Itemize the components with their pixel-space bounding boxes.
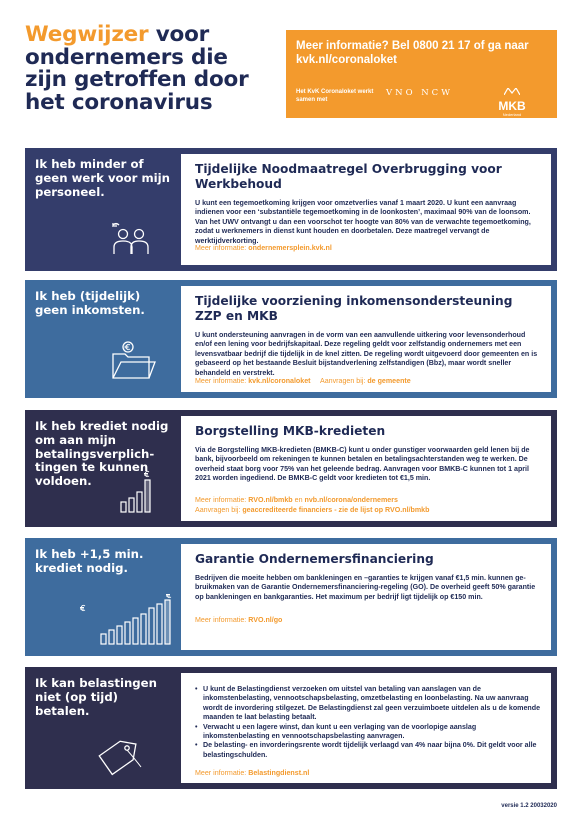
list-item: • De belasting- en invorderingsrente wordt tijdelijk verlaagd van 4% naar bijna 0%. Dit geldt voor alle belastingschulden. xyxy=(195,741,541,760)
apply-link[interactable]: geaccrediteerde financiers - zie de lijst op RVO.nl/bmkb xyxy=(242,506,430,514)
section-question xyxy=(25,410,181,527)
section-bmkb xyxy=(25,410,557,527)
page-title-rest: voor ondernemers die zijn getroffen door het coronavirus xyxy=(25,22,249,115)
section-content xyxy=(181,667,557,789)
section-question xyxy=(25,538,181,656)
section-question-text: Ik heb (tijdelijk) geen inkomsten. xyxy=(35,289,145,317)
partner-text: Het KvK Coronaloket werkt samen met xyxy=(296,89,374,103)
section-question-text: Ik heb +1,5 min. krediet nodig. xyxy=(35,547,144,575)
section-content xyxy=(181,280,557,398)
section-body: Bedrijven die moeite hebben om bankleningen en –garanties te krijgen vanaf €1,5 min. kunnen ge-bruikmaken van de Garantie Ondernemersfinanciering-regeling (GO). De overheid geeft 50% garantie op bankleningen en bankgaranties. Het maximum per bedrijf ligt tijdelijk op €150 min. xyxy=(195,574,536,601)
apply-label: Aanvragen bij: xyxy=(195,506,241,514)
more-info xyxy=(195,496,398,505)
apply-info xyxy=(195,506,429,515)
more-info-label: Meer informatie: xyxy=(195,377,247,385)
mkb-logo xyxy=(492,82,532,118)
section-body: U kunt een tegemoetkoming krijgen voor omzetverlies vanaf 1 maart 2020. U kunt een aanvraag indienen voor een ‘substantiële tegemoetkoming in de loonkosten’, maximaal 90% van de loonsom. Van het UWV ontvangt u dan een voorschot ter hoogte van 80% van de verwachte tegemoetkoming, zodat u werknemers in dienst kunt houden en doorbetalen. Deze maatregel vervangt de werktijdverkorting. xyxy=(195,199,531,245)
section-title: Tijdelijke voorziening inkomensondersteuning ZZP en MKB xyxy=(195,294,513,323)
more-info-link[interactable]: kvk.nl/coronaloket xyxy=(248,377,311,385)
more-info xyxy=(195,244,332,253)
section-body: Via de Borgstelling MKB-kredieten (BMKB-C) kunt u onder gunstiger voorwaarden geld lenen bij de bank, bijvoorbeeld om rekeningen te kunnen betalen en betalingsachterstanden weg te werken. De overheid staat borg voor 75% van het geleende bedrag. Aanvragen voor BMKB-C kunnen tot 1 april 2021 worden ingediend. De BMKB-C geldt voor kredieten tot €1,5 min. xyxy=(195,446,530,483)
section-title: Borgstelling MKB-kredieten xyxy=(195,424,386,438)
mkb-logo-sub: Nederland xyxy=(502,112,522,117)
version-label: versie 1.2 20032020 xyxy=(501,803,557,809)
more-info-label: Meer informatie: xyxy=(195,244,247,252)
section-content xyxy=(181,148,557,271)
list-item: • Verwacht u een lagere winst, dan kunt u een verlaging van de voorlopige aanslag inkomstenbelasting en vennootschapsbelasting aanvragen. xyxy=(195,723,541,742)
section-question xyxy=(25,280,181,398)
more-info xyxy=(195,616,282,625)
page-title-accent: Wegwijzer xyxy=(25,22,149,47)
more-info-link[interactable]: Belastingdienst.nl xyxy=(248,769,310,777)
people-euro-icon xyxy=(109,220,153,258)
bar-chart-euro-icon xyxy=(79,594,175,646)
section-inkomensondersteuning xyxy=(25,280,557,398)
more-info-label: Meer informatie: xyxy=(195,616,247,624)
section-body xyxy=(195,685,541,760)
section-question-text: Ik kan belastingen niet (op tijd) betalen. xyxy=(35,676,157,718)
bullet-list xyxy=(195,685,541,760)
more-info xyxy=(195,769,309,778)
more-info-link-2[interactable]: nvb.nl/corona/ondernemers xyxy=(304,496,398,504)
more-info-link[interactable]: RVO.nl/bmkb xyxy=(248,496,293,504)
more-info-link[interactable]: ondernemersplein.kvk.nl xyxy=(248,244,332,252)
apply-label: Aanvragen bij: xyxy=(320,377,366,385)
more-info-link[interactable]: RVO.nl/go xyxy=(248,616,283,624)
section-question-text: Ik heb minder of geen werk voor mijn personeel. xyxy=(35,157,170,199)
more-info-and: en xyxy=(294,496,303,504)
section-garantie xyxy=(25,538,557,656)
price-tag-icon xyxy=(95,737,145,779)
apply-link[interactable]: de gemeente xyxy=(367,377,411,385)
section-title: Tijdelijke Noodmaatregel Overbrugging voor Werkbehoud xyxy=(195,162,502,191)
more-info-label: Meer informatie: xyxy=(195,496,247,504)
mkb-logo-mark-icon xyxy=(504,88,520,95)
section-title: Garantie Ondernemersfinanciering xyxy=(195,552,434,566)
section-body: U kunt ondersteuning aanvragen in de vorm van een aanvullende uitkering voor levensonderhoud en/of een lening voor bedrijfskapitaal. Deze regeling geldt voor zelfstandig ondernemers met een levensvatbaar bedrijf die tijdelijk in de knel zitten. De regeling wordt uitgevoerd door gemeenten en is gebaseerd op het bestaande Besluit bijstandverlening zelfstandigen (Bbz), maar wordt sneller behandeld en verstrekt. xyxy=(195,331,538,377)
section-question xyxy=(25,148,181,271)
section-content xyxy=(181,410,557,527)
section-belastingen xyxy=(25,667,557,789)
more-info-label: Meer informatie: xyxy=(195,769,247,777)
bar-chart-euro-icon xyxy=(119,470,151,514)
vno-ncw-logo: VNO NCW xyxy=(386,88,453,98)
section-werkbehoud xyxy=(25,148,557,271)
section-question-text: Ik heb krediet nodig om aan mijn betalingsverplich-tingen te kunnen voldoen. xyxy=(35,419,169,489)
page-title xyxy=(25,24,260,114)
section-question xyxy=(25,667,181,789)
info-box xyxy=(286,30,557,118)
section-content xyxy=(181,538,557,656)
folder-euro-icon xyxy=(109,338,157,382)
info-text[interactable]: Meer informatie? Bel 0800 21 17 of ga naar kvk.nl/coronaloket xyxy=(296,40,529,66)
mkb-logo-text: MKB xyxy=(498,99,526,113)
list-item: • U kunt de Belastingdienst verzoeken om uitstel van betaling van aanslagen van de inkomstenbelasting, vennootschapsbelasting, omzetbelasting en loonbelasting. Na uw aanvraag wordt de invordering stilgezet. De Belastingdienst zal geen verzuimboete uitdelen als u de komende maanden te laat belasting betaalt. xyxy=(195,685,541,723)
more-info xyxy=(195,377,411,386)
